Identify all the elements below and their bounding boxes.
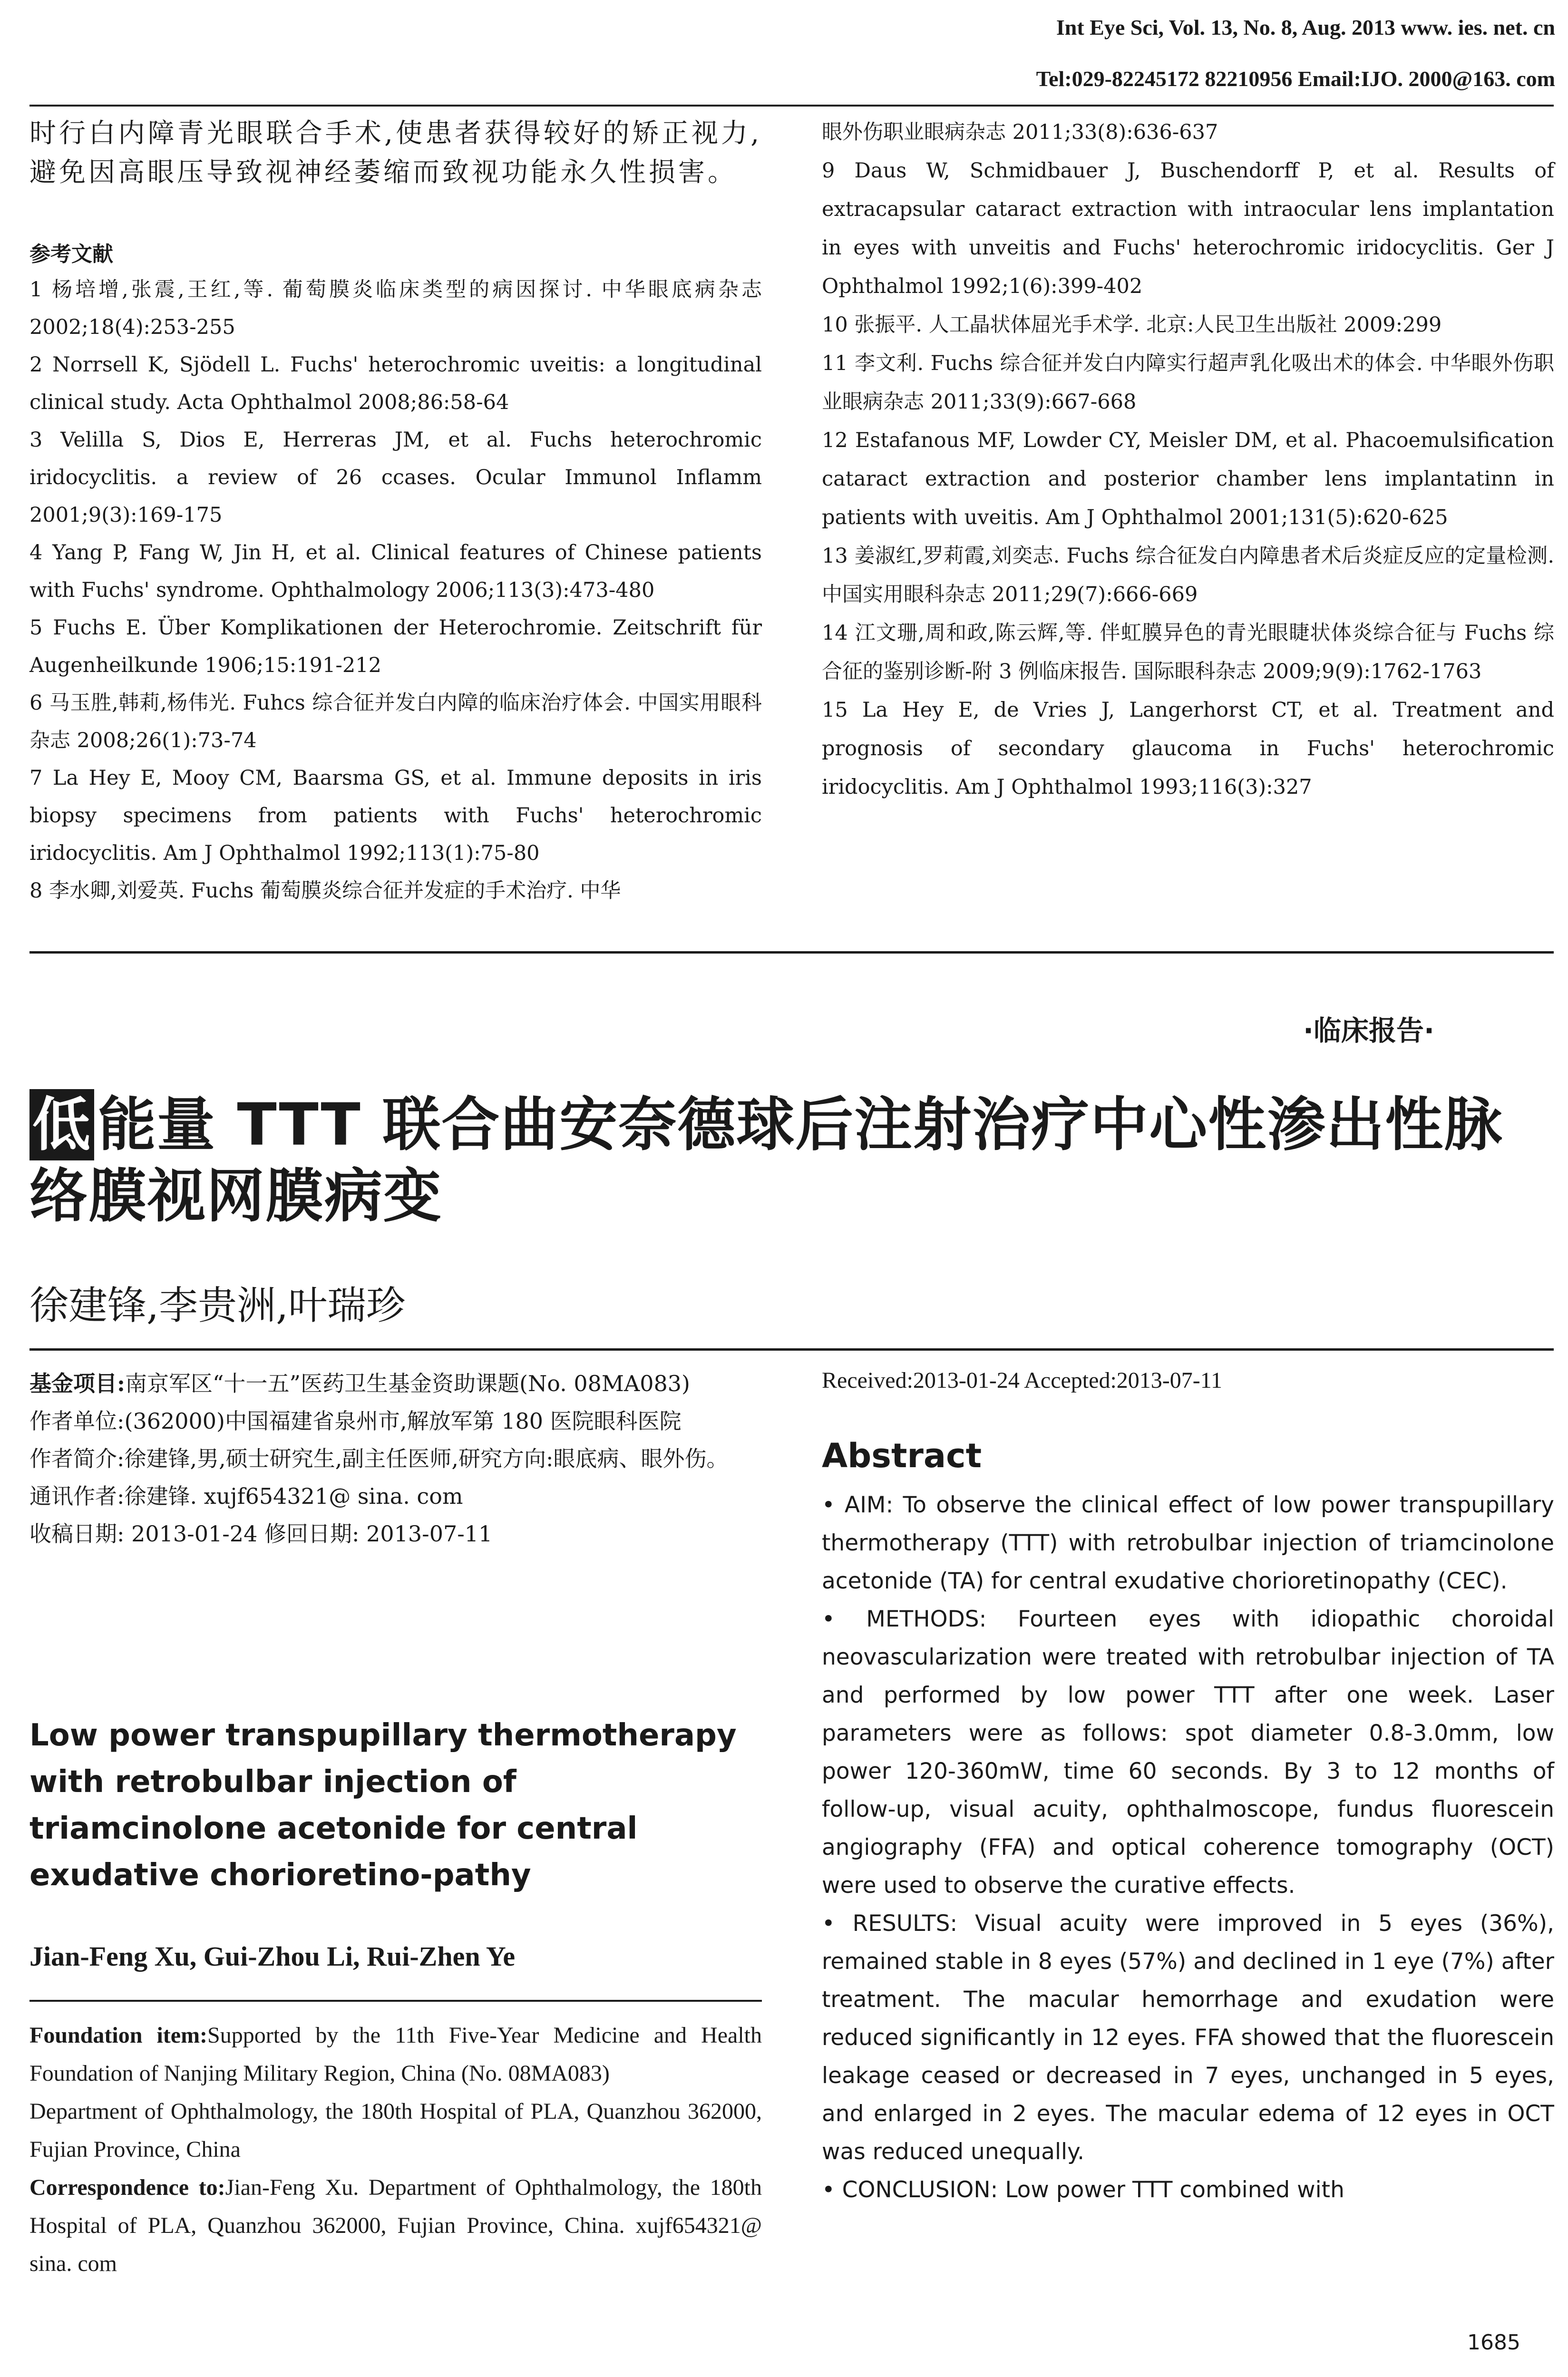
references-left-column [29,271,762,910]
department-text: Department of Ophthalmology, the 180th Hospital of PLA, Quanzhou 362000, Fujian Province, China [29,2099,762,2162]
article-info-text: 通讯作者:徐建锋. xujf654321@ sina. com [29,1483,463,1509]
article-info-line [29,1515,762,1553]
reference-item: 11 李文利. Fuchs 综合征并发白内障实行超声乳化吸出术的体会. 中华眼外伤职业眼病杂志 2011;33(9):667-668 [822,351,1554,414]
article-info-text: 作者简介:徐建锋,男,硕士研究生,副主任医师,研究方向:眼底病、眼外伤。 [29,1446,729,1471]
title-text: 能量 TTT 联合曲安奈德球后注射治疗中心性渗出性脉络膜视网膜病变 [29,1091,1503,1230]
article-info-cn [29,1365,762,1553]
reference-item: 2 Norrsell K, Sjödell L. Fuchs' heterochromic uveitis: a longitudinal clinical study. Acta Ophthalmol 2008;86:58-64 [29,353,762,414]
article-info-text: 南京军区“十一五”医药卫生基金资助课题(No. 08MA083) [125,1371,690,1396]
en-authors-rule [29,2000,762,2002]
abstract-paragraph: • RESULTS: Visual acuity were improved in 5 eyes (36%), remained stable in 8 eyes (57%) and declined in 1 eye (7%) after treatment. The macular hemorrhage and exudation were reduced significantly in 12 eyes. FFA showed that the fluorescein leakage ceased or decreased in 7 eyes, unchanged in 5 eyes, and enlarged in 2 eyes. The macular edema of 12 eyes in OCT was reduced unequally. [822,1910,1554,2165]
abstract-paragraph: • CONCLUSION: Low power TTT combined with [822,2177,1344,2203]
article-info-label: 基金项目: [29,1371,125,1396]
reference-item: 9 Daus W, Schmidbauer J, Buschendorff P, et al. Results of extracapsular cataract extraction with intraocular lens implantation in eyes with unveitis and Fuchs' heterochromic iridocyclitis. Ger J Ophthalmol 1992;1(6):399-402 [822,159,1554,298]
abstract-body [822,1486,1554,2209]
journal-header-line1: Int Eye Sci, Vol. 13, No. 8, Aug. 2013 www. ies. net. cn [1056,15,1555,39]
authors-cn: 徐建锋,李贵洲,叶瑞珍 [29,1283,406,1328]
received-accepted-dates: Received:2013-01-24 Accepted:2013-07-11 [822,1368,1222,1393]
references-right-column [822,113,1554,807]
english-affiliations [29,2017,762,2283]
reference-item: 5 Fuchs E. Über Komplikationen der Heterochromie. Zeitschrift für Augenheilkunde 1906;15:191-212 [29,616,762,677]
reference-item: 眼外伤职业眼病杂志 2011;33(8):636-637 [822,120,1218,144]
reference-item: 8 李水卿,刘爱英. Fuchs 葡萄膜炎综合征并发症的手术治疗. 中华 [29,879,621,903]
reference-item: 12 Estafanous MF, Lowder CY, Meisler DM, et al. Phacoemulsification cataract extraction and posterior chamber lens implantatinn in patients with uveitis. Am J Ophthalmol 2001;131(5):620-625 [822,429,1554,529]
prev-continuation-text: 时行白内障青光眼联合手术,使患者获得较好的矫正视力,避免因高眼压导致视神经萎缩而致视功能永久性损害。 [29,118,762,188]
references-heading: 参考文献 [29,242,113,266]
article-separator-rule [29,951,1554,954]
foundation-text: Supported by the 11th Five-Year Medicine and Health Foundation of Nanjing Military Region, China (No. 08MA083) [29,2023,762,2086]
reference-item: 10 张振平. 人工晶状体屈光手术学. 北京:人民卫生出版社 2009:299 [822,313,1442,337]
reference-item: 14 江文珊,周和政,陈云辉,等. 伴虹膜异色的青光眼睫状体炎综合征与 Fuchs 综合征的鉴别诊断-附 3 例临床报告. 国际眼科杂志 2009;9(9):1762-1763 [822,621,1554,683]
reference-item: 7 La Hey E, Mooy CM, Baarsma GS, et al. Immune deposits in iris biopsy specimens from patients with Fuchs' heterochromic iridocyclitis. Am J Ophthalmol 1992;113(1):75-80 [29,766,762,865]
page-number: 1685 [1467,2330,1520,2355]
authors-rule [29,1348,1554,1351]
correspondence-text: Jian-Feng Xu. Department of Ophthalmology, the 180th Hospital of PLA, Quanzhou 362000, Fujian Province, China. xujf654321@ sina. com [29,2175,762,2276]
article-info-text: 收稿日期: 2013-01-24 修回日期: 2013-07-11 [29,1521,493,1547]
reference-item: 3 Velilla S, Dios E, Herreras JM, et al. Fuchs heterochromic iridocyclitis. a review of 26 ccases. Ocular Immunol Inflamm 2001;9(3):169-175 [29,428,762,527]
abstract-paragraph: • METHODS: Fourteen eyes with idiopathic choroidal neovascularization were treated with retrobulbar injection of TA and performed by low power TTT after one week. Laser parameters were as follows: spot diameter 0.8-3.0mm, low power 120-360mW, time 60 seconds. By 3 to 12 months of follow-up, visual acuity, ophthalmoscope, fundus fluorescein angiography (FFA) and optical coherence tomography (OCT) were used to observe the curative effects. [822,1606,1554,1899]
reference-item: 13 姜淑红,罗莉霞,刘奕志. Fuchs 综合征发白内障患者术后炎症反应的定量检测. 中国实用眼科杂志 2011;29(7):666-669 [822,544,1554,606]
abstract-heading: Abstract [822,1436,982,1475]
section-label: ·临床报告· [1303,1014,1435,1047]
journal-header-line2: Tel:029-82245172 82210956 Email:IJO. 2000@163. com [1036,67,1555,91]
article-info-text: 作者单位:(362000)中国福建省泉州市,解放军第 180 医院眼科医院 [29,1408,682,1434]
foundation-label: Foundation item: [29,2023,208,2048]
article-info-line [29,1403,762,1440]
reference-item: 15 La Hey E, de Vries J, Langerhorst CT, et al. Treatment and prognosis of secondary glaucoma in Fuchs' heterochromic iridocyclitis. Am J Ophthalmol 1993;116(3):327 [822,698,1554,799]
reference-item: 1 杨培增,张震,王红,等. 葡萄膜炎临床类型的病因探讨. 中华眼底病杂志 2002;18(4):253-255 [29,278,762,339]
correspondence-label: Correspondence to: [29,2175,225,2200]
reference-item: 6 马玉胜,韩莉,杨伟光. Fuhcs 综合征并发白内障的临床治疗体会. 中国实用眼科杂志 2008;26(1):73-74 [29,691,762,752]
article-info-line [29,1440,762,1478]
abstract-paragraph: • AIM: To observe the clinical effect of low power transpupillary thermotherapy (TTT) with retrobulbar injection of triamcinolone acetonide (TA) for central exudative chorioretinopathy (CEC). [822,1492,1554,1594]
english-authors: Jian-Feng Xu, Gui-Zhou Li, Rui-Zhen Ye [29,1941,516,1972]
header-rule [29,105,1554,107]
article-title [29,1089,1554,1232]
article-info-line [29,1478,762,1515]
title-dropcap: 低 [29,1089,94,1160]
english-title: Low power transpupillary thermotherapy with retrobulbar injection of triamcinolone acetonide for central exudative chorioretino-pathy [29,1718,737,1893]
article-info-line [29,1365,762,1403]
reference-item: 4 Yang P, Fang W, Jin H, et al. Clinical features of Chinese patients with Fuchs' syndrome. Ophthalmology 2006;113(3):473-480 [29,541,762,602]
